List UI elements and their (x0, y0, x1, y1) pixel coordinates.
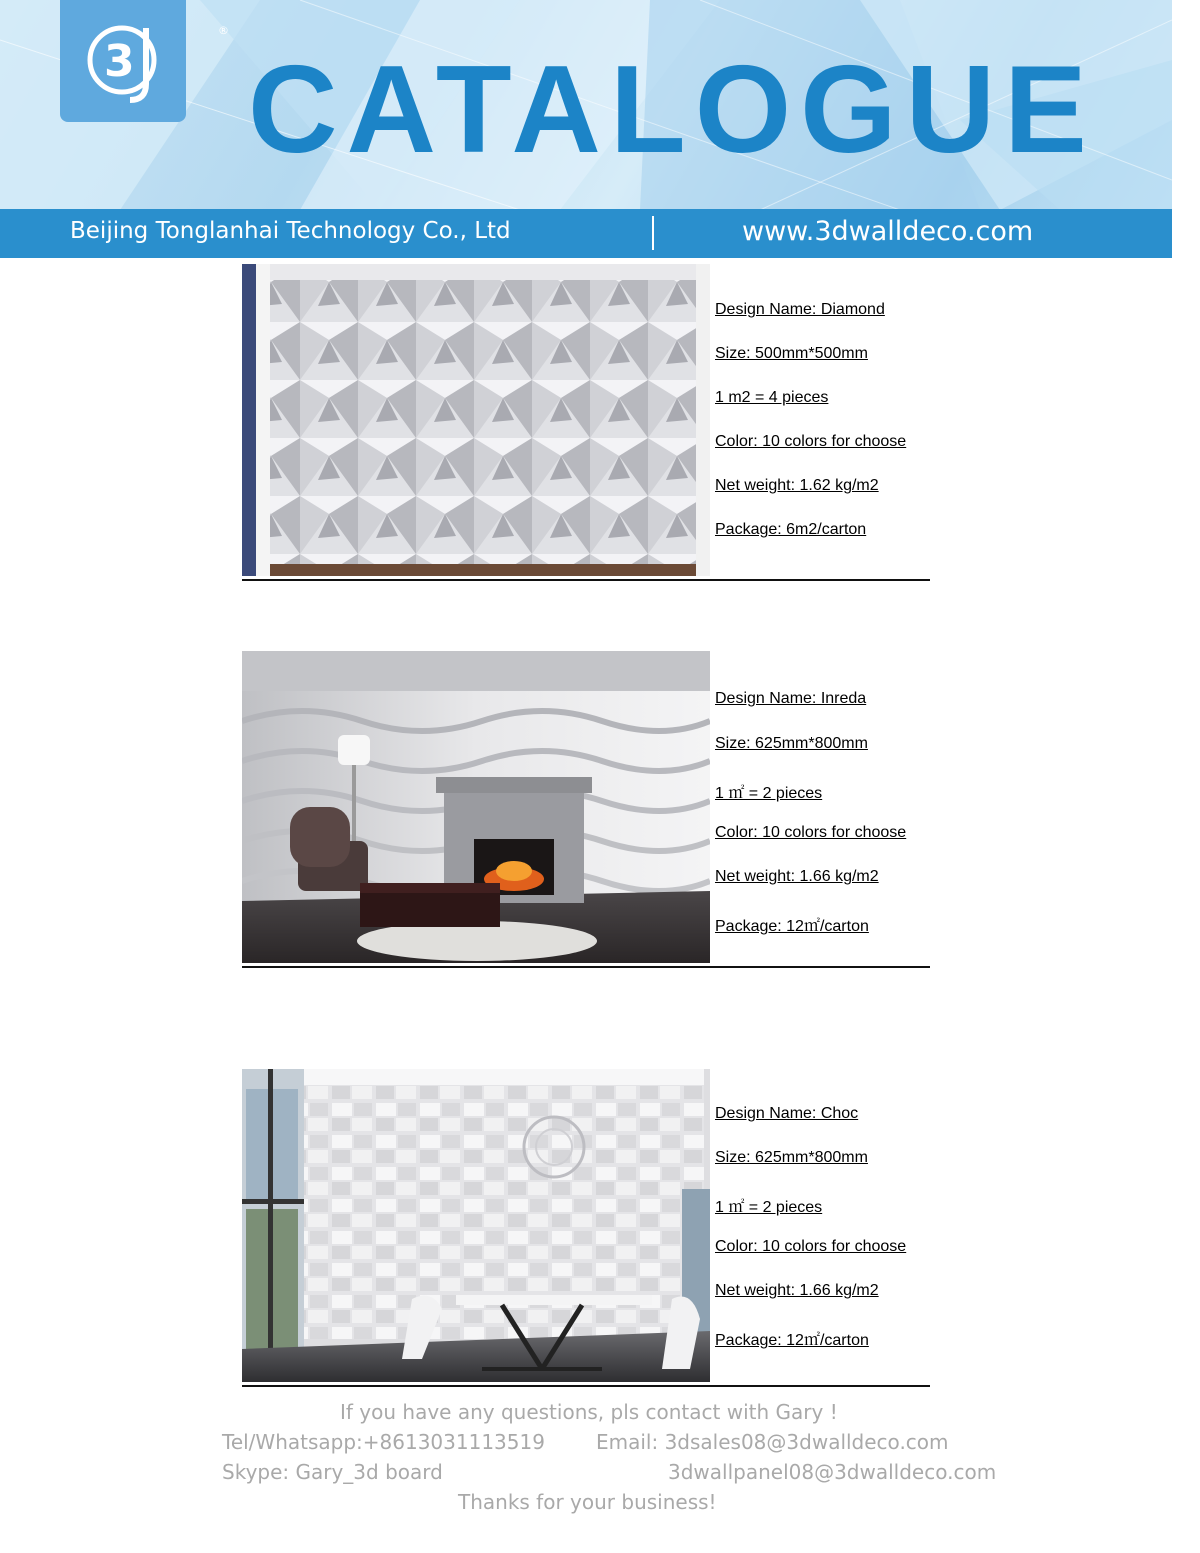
spec-color: Color: 10 colors for choose (715, 824, 907, 841)
spec-net-weight: Net weight: 1.66 kg/m2 (715, 868, 879, 885)
spec-design-name: Design Name: Inreda (715, 690, 867, 707)
product-inreda (242, 651, 930, 969)
contact-email[interactable]: Email: 3dsales08@3dwalldeco.com (596, 1430, 949, 1454)
spec-package: Package: 6m2/carton (715, 521, 867, 538)
spec-pieces: 1 ㎡ = 2 pieces (715, 785, 823, 802)
catalogue-header (0, 0, 1172, 258)
logo-3d-icon (60, 0, 186, 122)
spec-pieces: 1 ㎡ = 2 pieces (715, 1199, 823, 1216)
company-name: Beijing Tonglanhai Technology Co., Ltd (70, 218, 511, 244)
diamond-pattern-image (242, 264, 710, 576)
spec-design-name: Design Name: Diamond (715, 301, 885, 318)
svg-text:3: 3 (104, 36, 135, 87)
spec-net-weight: Net weight: 1.66 kg/m2 (715, 1282, 879, 1299)
registered-mark: ® (218, 24, 229, 37)
website-link[interactable]: www.3dwalldeco.com (742, 216, 1034, 247)
contact-email-secondary[interactable]: 3dwallpanel08@3dwalldeco.com (668, 1460, 997, 1484)
section-divider (242, 579, 930, 581)
diamond-panel-photo (242, 264, 710, 576)
product-choc (242, 1069, 930, 1389)
section-divider (242, 966, 930, 968)
page-title: CATALOGUE (248, 41, 1096, 179)
spec-color: Color: 10 colors for choose (715, 433, 907, 450)
contact-skype: Skype: Gary_3d board (222, 1460, 443, 1484)
spec-net-weight: Net weight: 1.62 kg/m2 (715, 477, 879, 494)
band-divider (652, 216, 654, 250)
spec-package: Package: 12㎡/carton (715, 1332, 869, 1349)
spec-size: Size: 500mm*500mm (715, 345, 868, 362)
spec-size: Size: 625mm*800mm (715, 735, 868, 752)
spec-design-name: Design Name: Choc (715, 1105, 859, 1122)
contact-question: If you have any questions, pls contact with Gary ! (340, 1400, 838, 1424)
spec-package: Package: 12㎡/carton (715, 918, 869, 935)
inreda-room-image (242, 651, 710, 963)
spec-size: Size: 625mm*800mm (715, 1149, 868, 1166)
brand-logo (60, 0, 229, 122)
product-diamond (242, 264, 930, 582)
choc-dining-room-photo (242, 1069, 710, 1382)
choc-room-image (242, 1069, 710, 1382)
spec-color: Color: 10 colors for choose (715, 1238, 907, 1255)
closing-thanks: Thanks for your business! (458, 1490, 717, 1514)
spec-pieces: 1 m2 = 4 pieces (715, 389, 829, 406)
section-divider (242, 1385, 930, 1387)
contact-tel: Tel/Whatsapp:+8613031113519 (222, 1430, 545, 1454)
inreda-living-room-photo (242, 651, 710, 963)
